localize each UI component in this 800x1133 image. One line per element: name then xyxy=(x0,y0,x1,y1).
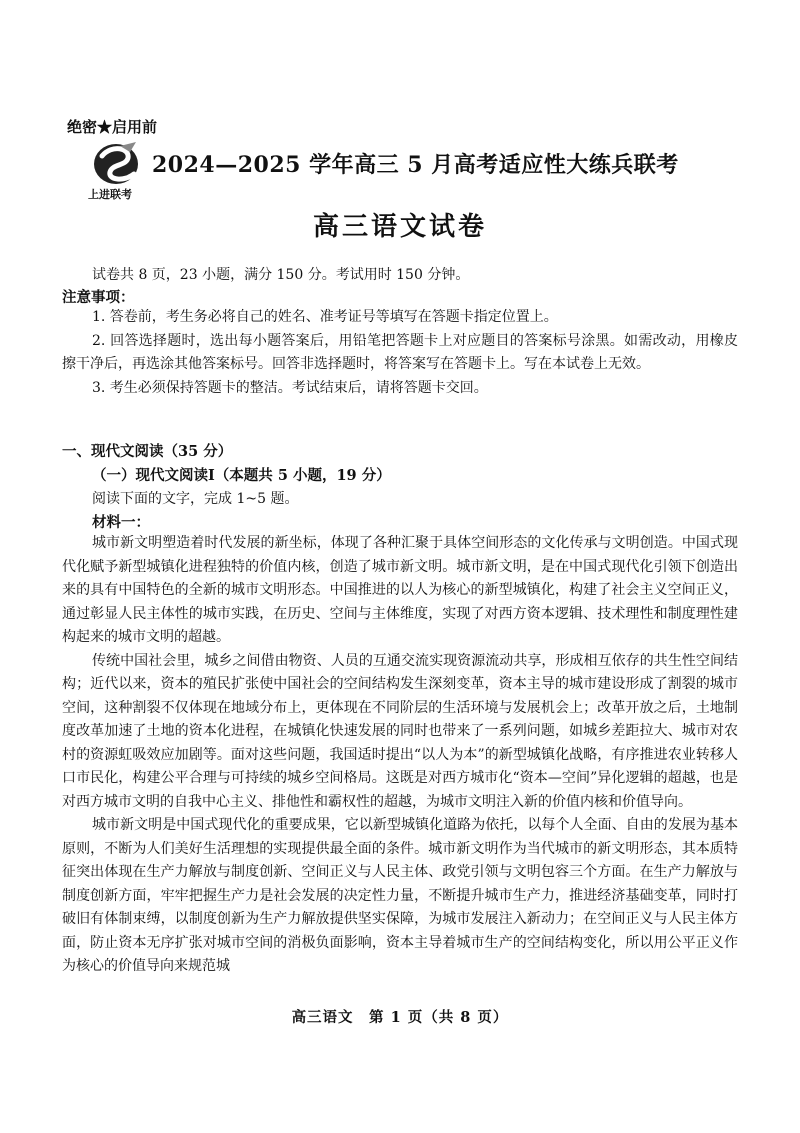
material-body xyxy=(62,532,738,979)
exam-title: 2024—2025 学年高三 5 月高考适应性大练兵联考 xyxy=(152,152,679,178)
note-item: 2. 回答选择题时，选出每小题答案后，用铅笔把答题卡上对应题目的答案标号涂黑。如需改动，用橡皮擦干净后，再选涂其他答案标号。回答非选择题时，将答案写在答题卡上。写在本试卷上无效。 xyxy=(62,332,738,372)
notes-list xyxy=(62,306,738,400)
note-item: 1. 答卷前，考生务必将自己的姓名、准考证号等填写在答题卡指定位置上。 xyxy=(92,309,558,325)
section-title: 一、现代文阅读（35 分） xyxy=(62,443,233,460)
paper-title: 高三语文试卷 xyxy=(312,212,487,242)
paragraph: 传统中国社会里，城乡之间借由物资、人员的互通交流实现资源流动共享，形成相互依存的共生性空间结构；近代以来，资本的殖民扩张使中国社会的空间结构发生深刻变革，资本主导的城市建设形成了割裂的城市空间，这种割裂不仅体现在地域分布上，更体现在不同阶层的生活环境与发展机会上；改革开放之后，土地制度改革加速了土地的资本化进程，在城镇化快速发展的同时也带来了一系列问题，如城乡差距拉大、城市对农村的资源虹吸效应加剧等。面对这些问题，我国适时提出“以人为本”的新型城镇化战略，有序推进农业转移人口市民化，构建公平合理与可持续的城乡空间格局。这既是对西方城市化“资本—空间”异化逻辑的超越，也是对西方城市文明的自我中心主义、排他性和霸权性的超越，为城市文明注入新的价值内核和价值导向。 xyxy=(62,652,738,810)
paragraph: 城市新文明是中国式现代化的重要成果，它以新型城镇化道路为依托，以每个人全面、自由的发展为基本原则，不断为人们美好生活理想的实现提供最全面的条件。城市新文明作为当代城市的新文明形态，其本质特征突出体现在生产力解放与制度创新、空间正义与人民主体、政党引领与文明包容三个方面。在生产力解放与制度创新方面，牢牢把握生产力是社会发展的决定性力量，不断提升城市生产力，推进经济基础变革，同时打破旧有体制束缚，以制度创新为生产力解放提供坚实保障，为城市发展注入新动力；在空间正义与人民主体方面，防止资本无序扩张对城市空间的消极负面影响，资本主导着城市生产的空间结构变化，所以用公平正义作为核心的价值导向来规范城 xyxy=(62,817,738,974)
exam-info: 试卷共 8 页，23 小题，满分 150 分。考试用时 150 分钟。 xyxy=(92,267,470,283)
note-item: 3. 考生必须保持答题卡的整洁。考试结束后，请将答题卡交回。 xyxy=(92,379,488,396)
subsection-title: （一）现代文阅读Ⅰ（本题共 5 小题，19 分） xyxy=(92,467,391,484)
logo-text: 上进联考 xyxy=(88,188,132,201)
secret-mark: 绝密★启用前 xyxy=(67,118,158,136)
paragraph: 城市新文明塑造着时代发展的新坐标，体现了各种汇聚于具体空间形态的文化传承与文明创造。中国式现代化赋予新型城镇化进程独特的价值内核，创造了城市新文明。城市新文明，是在中国式现代化引领下创造出来的具有中国特色的全新的城市文明形态。中国推进的以人为核心的新型城镇化，构建了社会主义空间正义，通过彰显人民主体性的城市实践，在历史、空间与主体维度，实现了对西方资本逻辑、技术理性和制度理性建构起来的城市文明的超越。 xyxy=(62,535,738,645)
reading-instruction: 阅读下面的文字，完成 1~5 题。 xyxy=(92,491,299,507)
material-label: 材料一： xyxy=(92,514,150,531)
page-footer: 高三语文 第 1 页（共 8 页） xyxy=(291,1009,509,1026)
notes-heading: 注意事项： xyxy=(62,289,135,306)
